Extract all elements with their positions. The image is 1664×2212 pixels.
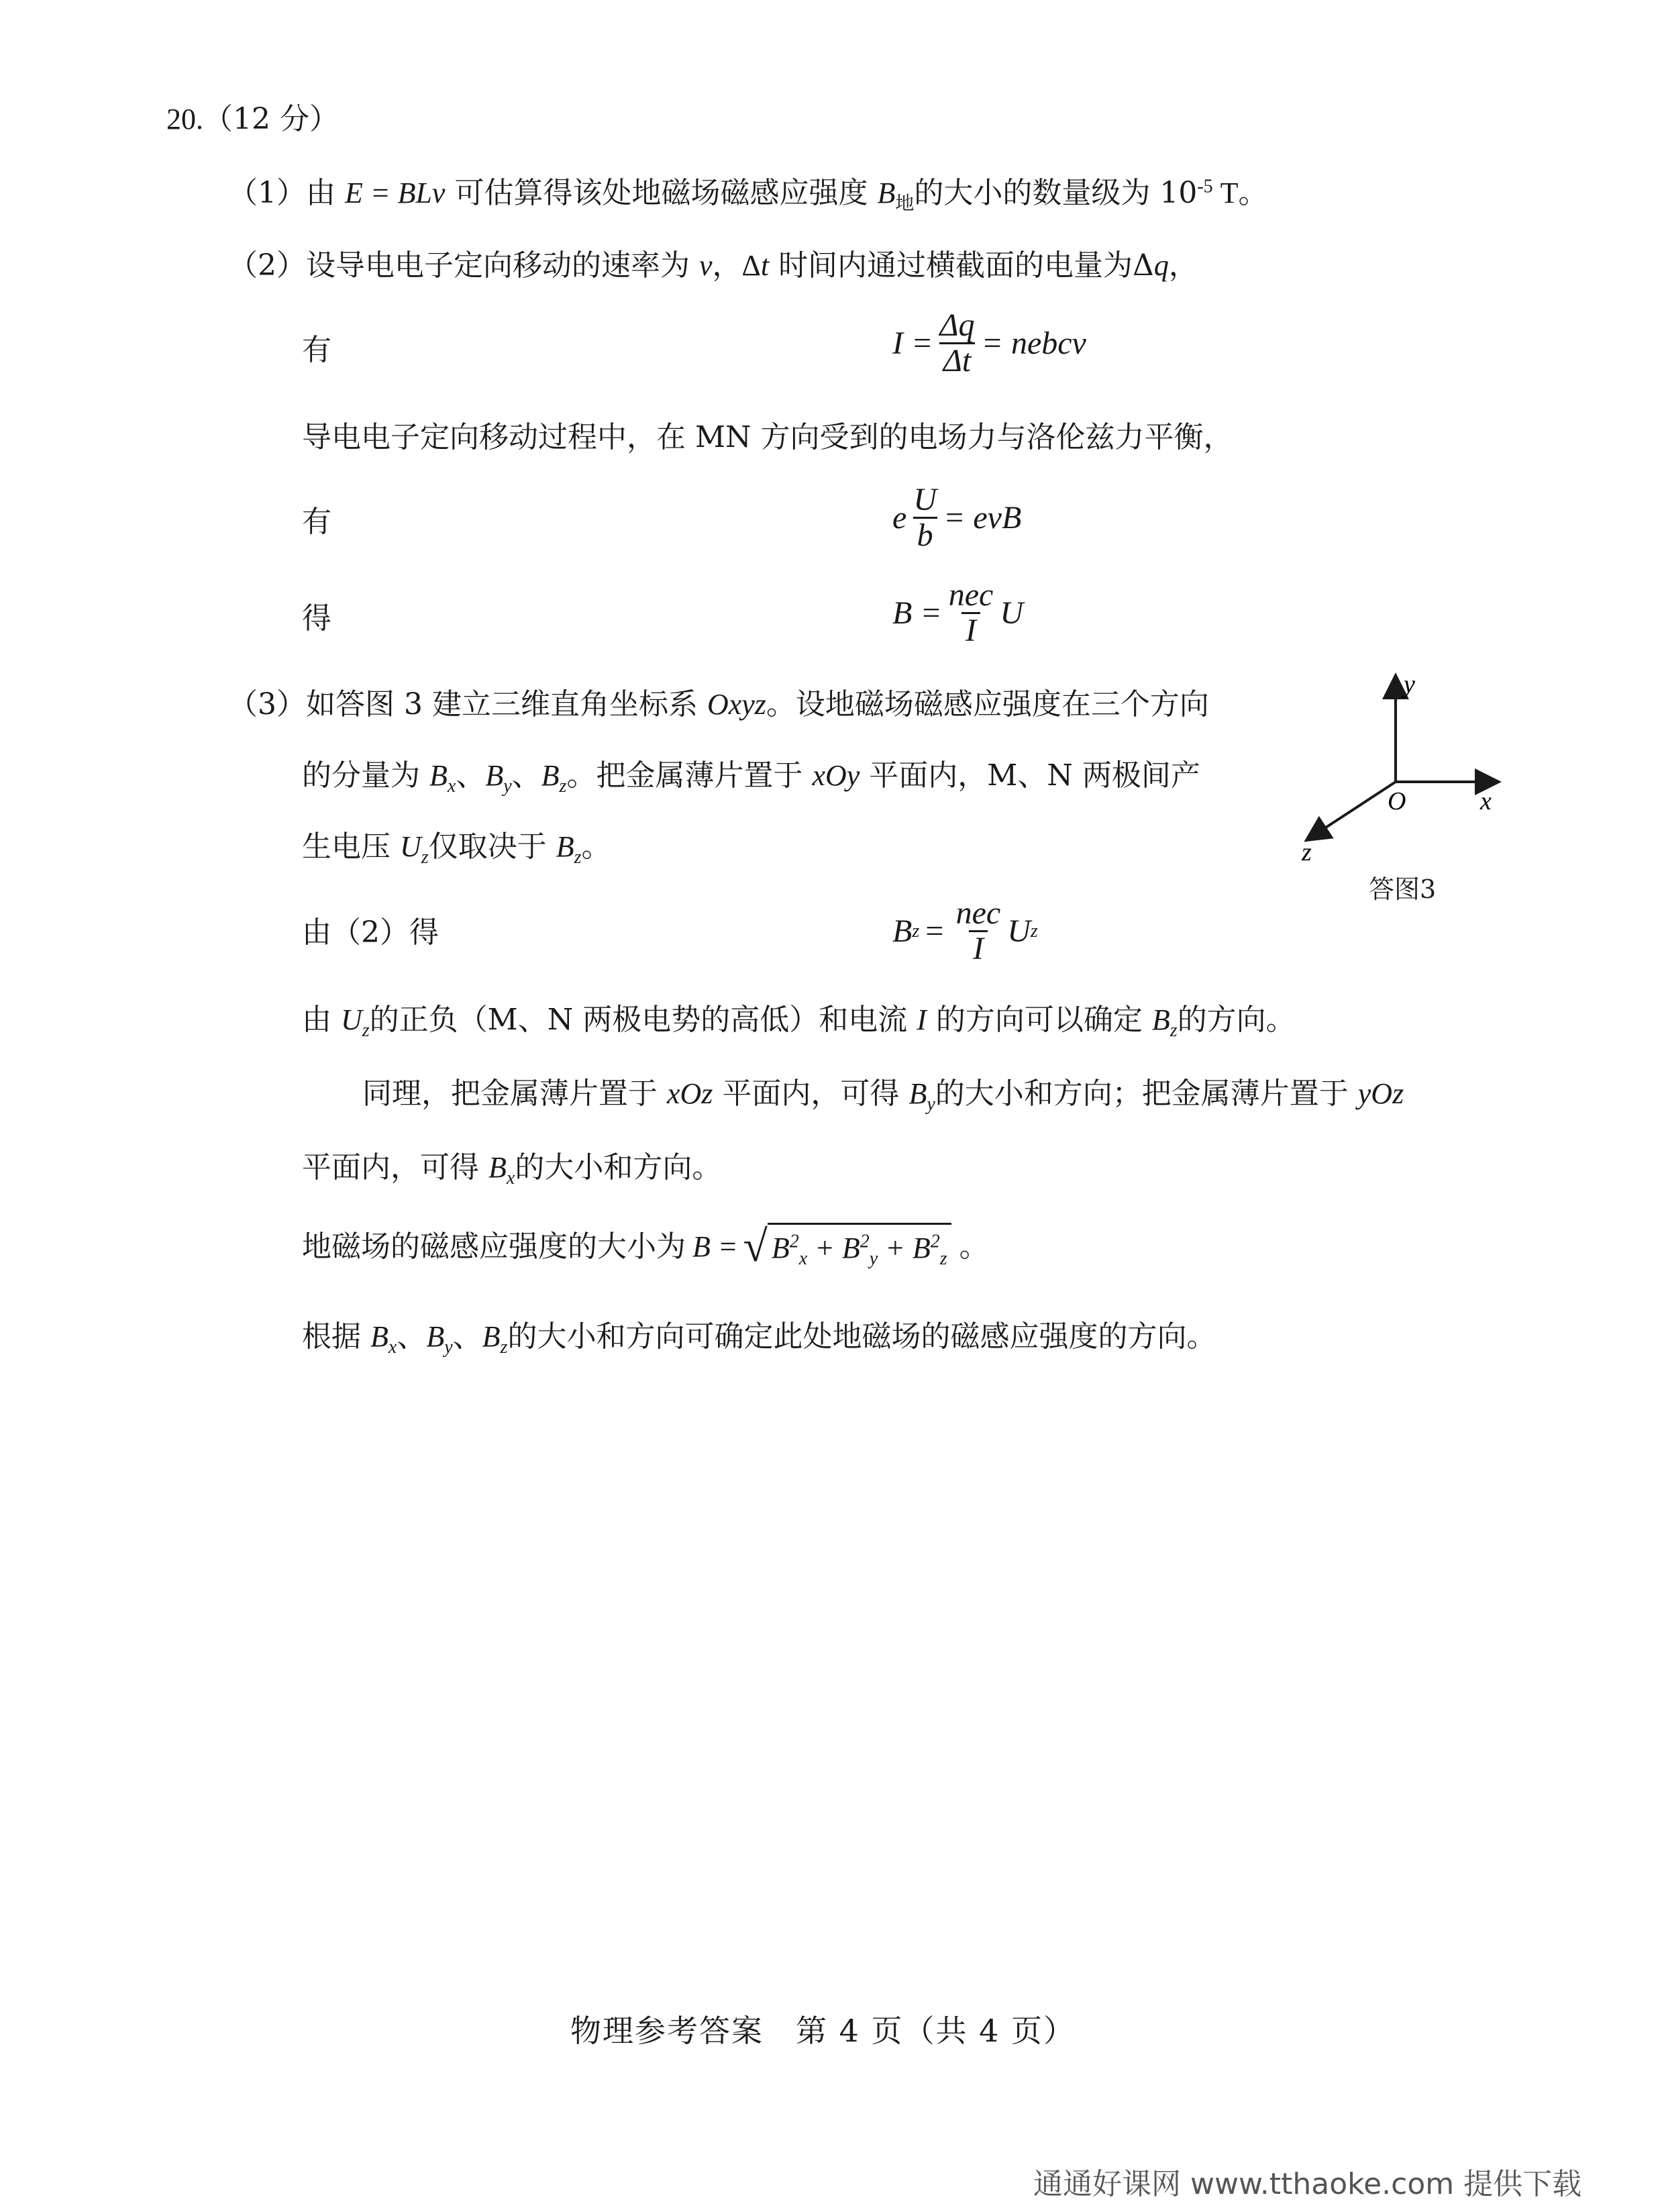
symbol-b: B — [771, 1231, 790, 1264]
sub-z: z — [500, 1336, 508, 1358]
text: 时间内通过横截面的电量为Δ — [778, 248, 1154, 283]
sub-z: z — [574, 846, 582, 868]
sub-z: z — [421, 846, 429, 868]
symbol-b: B — [426, 1320, 445, 1353]
text: 的正负（M、N 两极电势的高低）和电流 — [369, 1003, 908, 1037]
de-label: 得 — [302, 601, 331, 636]
text: 的大小和方向。 — [515, 1150, 722, 1185]
symbol-u: U — [400, 830, 421, 863]
text: 的大小和方向；把金属薄片置于 — [935, 1076, 1349, 1111]
text: 设导电电子定向移动的速率为 — [306, 248, 690, 283]
part3-line3 — [302, 827, 611, 867]
symbol-b: B — [488, 1151, 507, 1184]
sub-z: z — [362, 1019, 370, 1041]
fraction-numerator: nec — [948, 577, 994, 613]
part2-label: （2） — [228, 248, 306, 283]
figure-caption: 答图3 — [1369, 874, 1437, 904]
sub-z: z — [939, 1248, 947, 1269]
symbol-b: B — [370, 1320, 388, 1353]
part1-label: （1） — [228, 176, 306, 210]
text: 地磁场的磁感应强度的大小为 — [302, 1229, 686, 1264]
eq-rhs: = nebcv — [981, 325, 1086, 361]
exponent: -5 — [1197, 176, 1213, 197]
symbol-b: B — [912, 1231, 931, 1264]
part3-line1 — [228, 685, 1209, 725]
radical-sign: √ — [743, 1222, 768, 1271]
fraction-numerator: Δq — [939, 307, 975, 343]
symbol-q: q — [1153, 249, 1169, 282]
text: 可估算得该处地磁场磁感应强度 — [454, 176, 868, 210]
part3-line7 — [302, 1223, 989, 1271]
question-header — [166, 99, 339, 140]
plus: + — [885, 1231, 905, 1264]
you-label-1: 有 — [302, 333, 331, 367]
symbol-b: B — [556, 830, 574, 863]
part3-line5 — [362, 1074, 1404, 1114]
sep: 、 — [452, 1319, 482, 1354]
eq-rhs: U — [1000, 595, 1023, 631]
equation-force-balance — [892, 483, 1021, 552]
fraction — [909, 483, 941, 552]
watermark: 通通好课网 www.tthaoke.com 提供下载 — [1033, 2167, 1582, 2201]
you-label-2: 有 — [302, 505, 331, 539]
fraction-denominator: I — [969, 930, 988, 966]
fraction-numerator: nec — [955, 895, 1001, 931]
symbol-xoy: xOy — [812, 759, 860, 792]
text: ， — [1168, 248, 1198, 283]
part1-line — [228, 173, 1268, 213]
plus: + — [815, 1231, 835, 1264]
sup-2: 2 — [789, 1231, 799, 1252]
axis-label-y: y — [1404, 670, 1415, 699]
sub-x: x — [447, 775, 456, 797]
symbol-b: B — [429, 759, 448, 792]
sub-z: z — [559, 775, 567, 797]
eq-rhs: = evB — [943, 500, 1022, 536]
text: 的大小的数量级为 10 — [914, 176, 1198, 210]
text: 如答图 3 建立三维直角坐标系 — [306, 687, 698, 721]
symbol-b: B — [485, 759, 504, 792]
sub-y: y — [927, 1093, 935, 1115]
symbol-t: t — [760, 249, 770, 282]
sup-2: 2 — [930, 1231, 940, 1252]
text: ，Δ — [712, 249, 761, 282]
text: 平面内，M、N 两极间产 — [869, 758, 1200, 793]
text: 。 — [959, 1229, 989, 1264]
part3-line2 — [302, 756, 1200, 796]
text: 的分量为 — [302, 758, 420, 793]
symbol-u: U — [341, 1003, 362, 1036]
equation-current — [892, 309, 1086, 378]
sub-y: y — [503, 775, 512, 797]
symbol-v: v — [699, 249, 713, 282]
fraction — [945, 579, 998, 648]
sub-x: x — [798, 1248, 808, 1269]
text: T。 — [1212, 177, 1268, 209]
text: 平面内，可得 — [302, 1150, 479, 1185]
symbol-b: B — [841, 1231, 860, 1264]
formula-e-blv: E = BLv — [345, 177, 446, 209]
sub-y: y — [444, 1336, 453, 1358]
axis-label-x: x — [1480, 787, 1492, 815]
from-part2-label: 由（2）得 — [302, 915, 439, 950]
text: 根据 — [302, 1319, 361, 1354]
sqrt-expression — [743, 1223, 951, 1271]
axis-label-z: z — [1302, 838, 1312, 866]
eq-lhs: B = — [692, 1230, 738, 1263]
sub-z: z — [1169, 1019, 1178, 1041]
text: 的方向。 — [1177, 1003, 1296, 1037]
symbol-xoz: xOz — [667, 1077, 713, 1110]
text: 平面内，可得 — [722, 1076, 900, 1111]
fraction-denominator: I — [961, 612, 980, 648]
symbol-b-subscript: 地 — [895, 191, 915, 214]
z-axis-line — [1308, 782, 1396, 839]
symbol-yoz: yOz — [1357, 1077, 1404, 1110]
sub-x: x — [506, 1167, 515, 1189]
question-score: （12 分） — [203, 102, 339, 136]
symbol-b: B — [877, 177, 896, 209]
text: 。设地磁场磁感应强度在三个方向 — [766, 687, 1209, 721]
text: 仅取决于 — [428, 830, 547, 864]
question-number: 20. — [166, 103, 203, 136]
text: 同理，把金属薄片置于 — [362, 1076, 658, 1111]
eq-lhs: B = — [892, 595, 942, 631]
text: 的方向可以确定 — [935, 1003, 1143, 1037]
fraction — [952, 897, 1005, 966]
fraction-denominator: b — [913, 517, 937, 552]
part3-line6 — [302, 1148, 721, 1188]
radicand — [768, 1223, 951, 1271]
eq-lhs: I = — [892, 325, 933, 361]
part2-line1 — [228, 246, 1198, 286]
part2-line2: 导电电子定向移动过程中，在 MN 方向受到的电场力与洛伦兹力平衡， — [302, 420, 1233, 454]
symbol-b: B — [482, 1320, 501, 1353]
eq-rhs: U — [1007, 913, 1031, 949]
sep: 、 — [397, 1319, 427, 1354]
sub-y: y — [869, 1248, 878, 1269]
eq-lhs: B — [892, 913, 913, 949]
fraction-numerator: U — [913, 482, 937, 517]
symbol-b: B — [908, 1077, 927, 1110]
text: 。把金属薄片置于 — [566, 758, 803, 793]
equation-b — [892, 579, 1023, 648]
text: 的大小和方向可确定此处地磁场的磁感应强度的方向。 — [507, 1319, 1216, 1354]
fraction — [935, 309, 978, 378]
equation-bz: B z = $\frac{\text{nec}}{I}$ U z — [892, 895, 1038, 966]
part3-line4 — [302, 1000, 1296, 1040]
text: 由 — [302, 1003, 331, 1037]
sup-2: 2 — [860, 1231, 870, 1252]
symbol-i: I — [917, 1003, 927, 1036]
symbol-oxyz: Oxyz — [707, 688, 766, 721]
sep: 、 — [511, 758, 541, 793]
eq-lhs: e — [892, 500, 907, 536]
symbol-b: B — [541, 759, 560, 792]
text: 由 — [306, 176, 335, 210]
text: 生电压 — [302, 830, 391, 864]
part3-label: （3） — [228, 687, 306, 721]
sub-x: x — [388, 1336, 397, 1358]
part3-line8 — [302, 1317, 1216, 1357]
page-footer: 物理参考答案 第 4 页（共 4 页） — [570, 2013, 1076, 2049]
fraction-denominator: Δt — [939, 342, 976, 378]
symbol-b: B — [1151, 1003, 1170, 1036]
text: 。 — [581, 830, 611, 864]
origin-label: O — [1388, 787, 1406, 815]
sep: 、 — [456, 758, 486, 793]
